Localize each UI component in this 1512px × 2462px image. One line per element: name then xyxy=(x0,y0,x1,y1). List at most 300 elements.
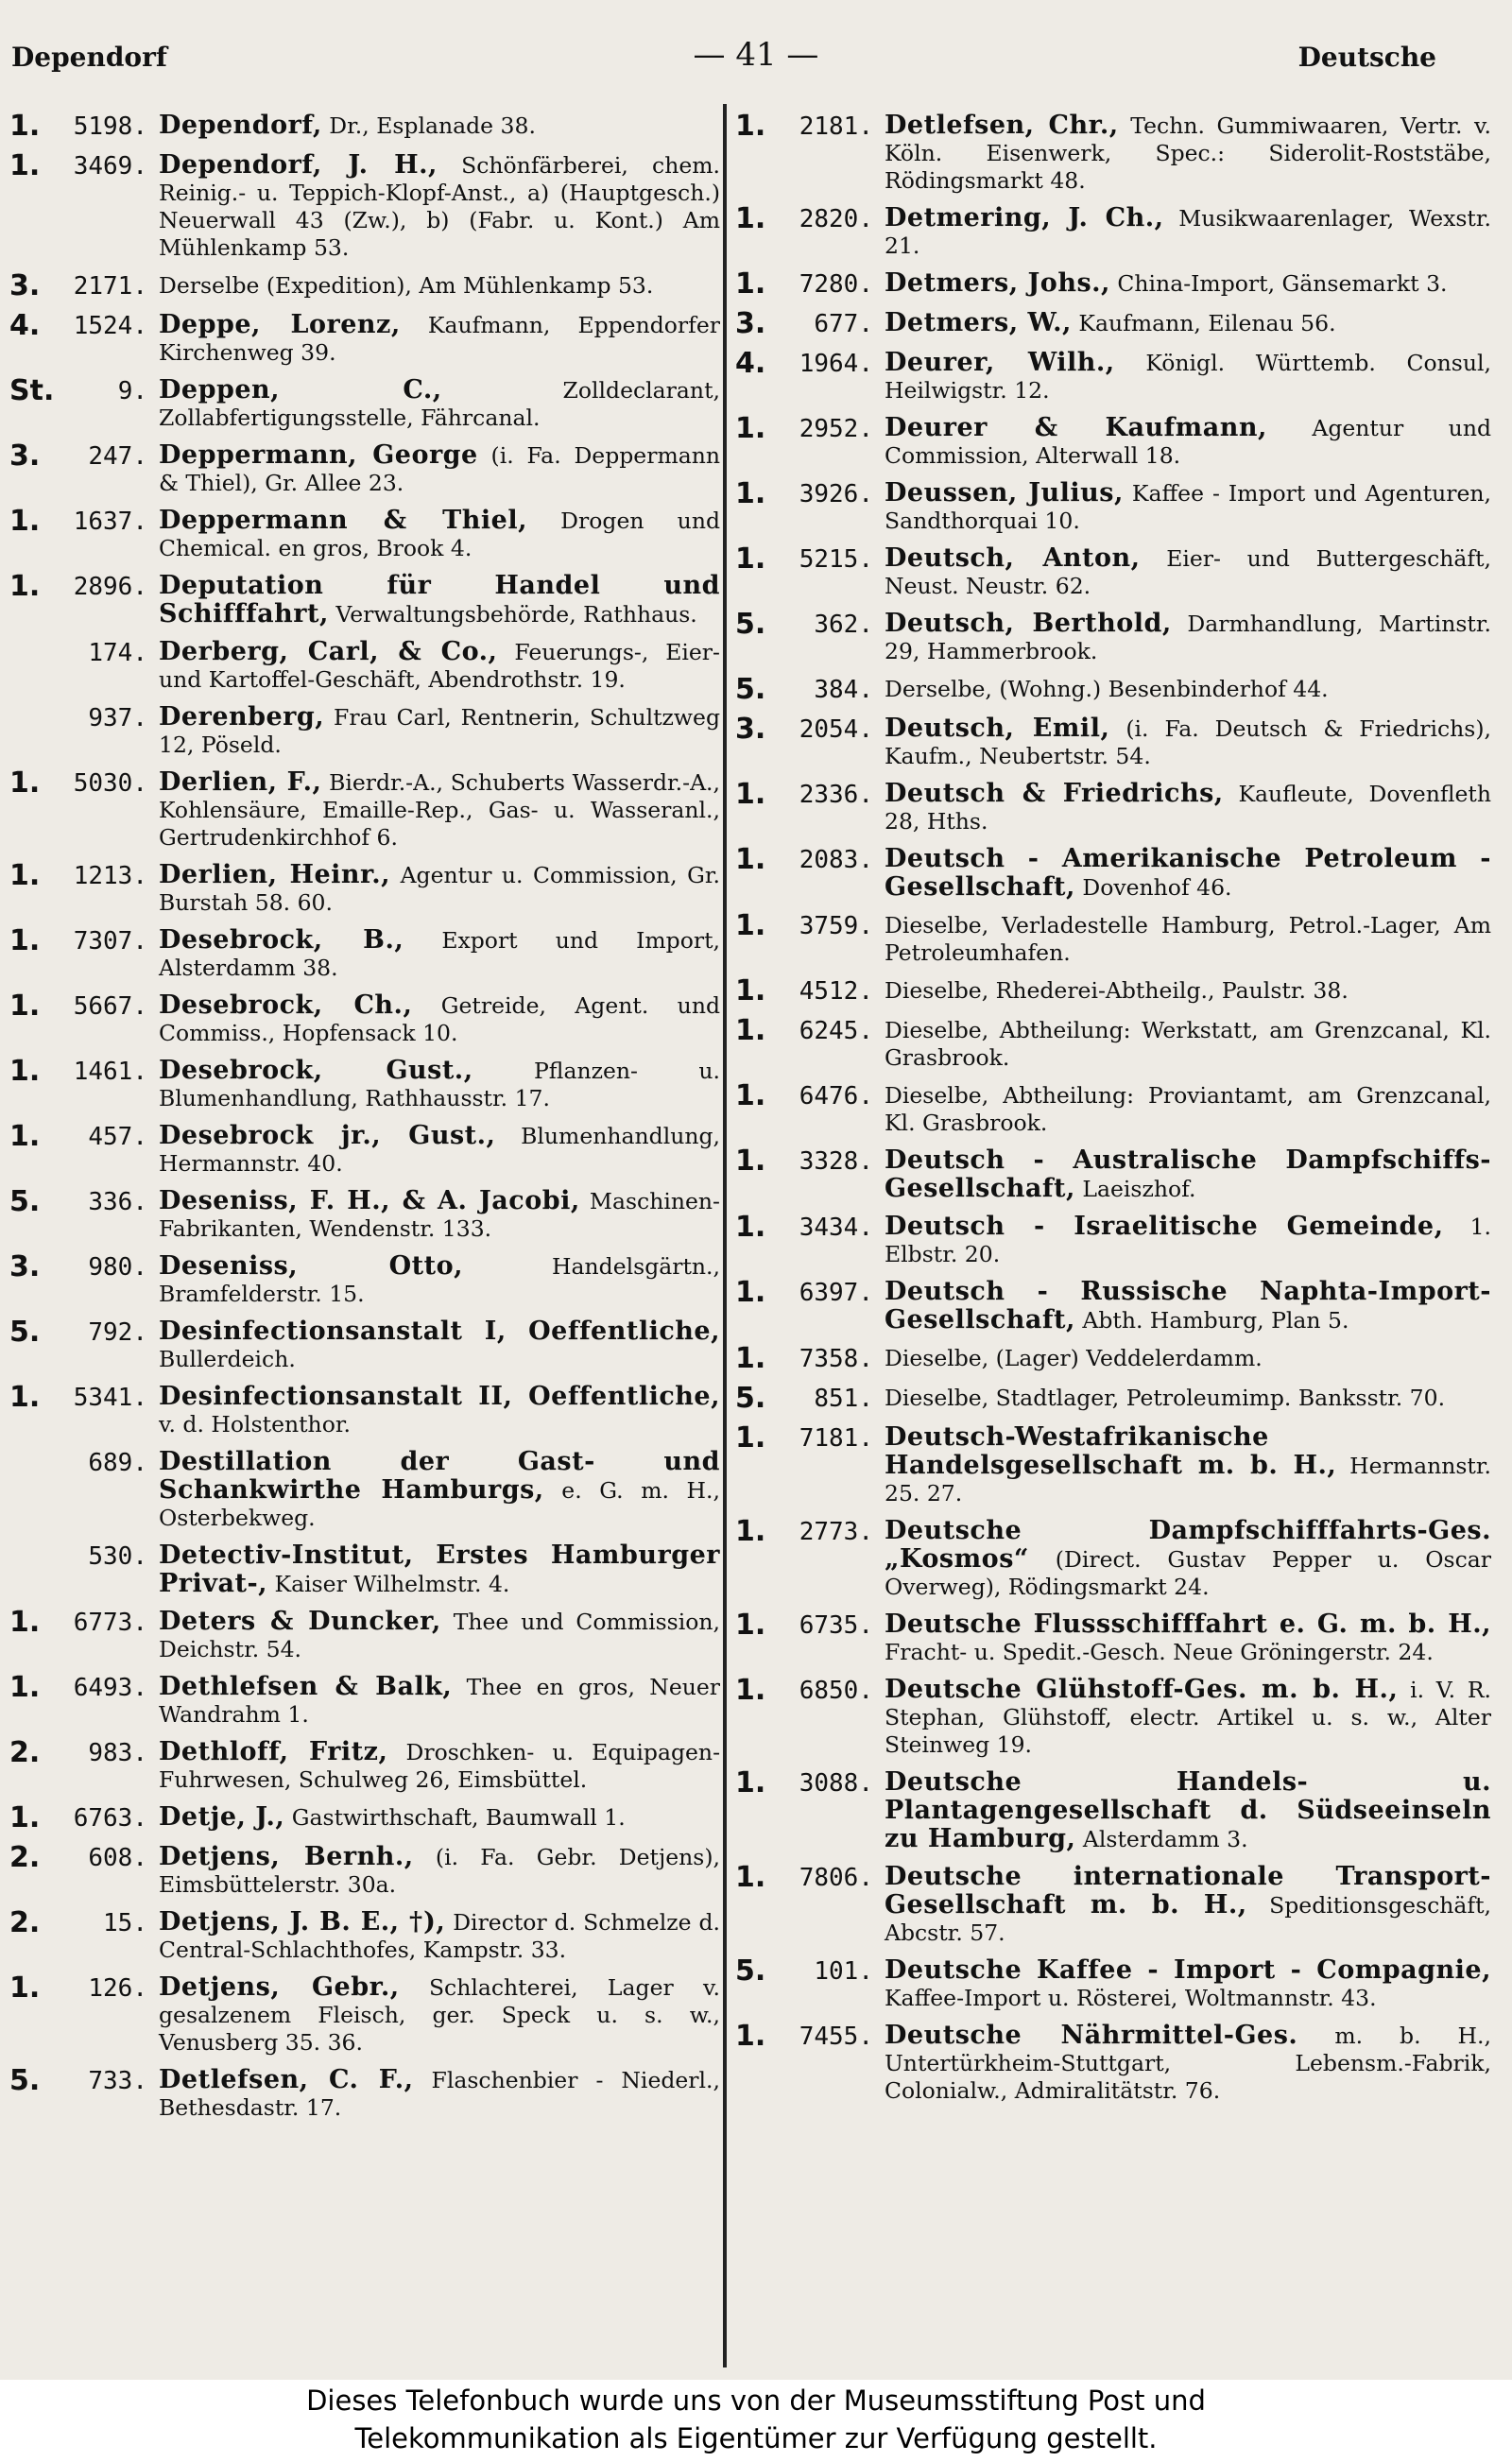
entry-text xyxy=(159,1803,720,1832)
entry-text xyxy=(159,572,720,628)
exchange-code: 1. xyxy=(735,1211,766,1244)
entry-text xyxy=(885,1676,1491,1759)
entry-name: Deutsche Kaffee - Import - Compagnie, xyxy=(885,1955,1491,1985)
entry-text xyxy=(885,780,1491,835)
phone-number: 980. xyxy=(88,1253,147,1282)
entry-details: Handelsgärtn., Bramfelderstr. 15. xyxy=(159,1253,720,1307)
directory-entry xyxy=(9,1608,720,1663)
exchange-code: 1. xyxy=(735,477,766,510)
entry-name: Deutsch - Australische Dampfschiffs-Gesellschaft, xyxy=(885,1145,1491,1203)
entry-details: Pflanzen- u. Blumenhandlung, Rathhausstr. 17. xyxy=(159,1058,720,1111)
directory-entry xyxy=(735,675,1491,705)
entry-details: Kaffee - Import und Agenturen, Sandthorquai 10. xyxy=(885,480,1491,534)
phone-number: 247. xyxy=(88,442,147,471)
entry-text xyxy=(159,311,720,367)
entry-name: Detmers, W., xyxy=(885,308,1072,337)
directory-entry xyxy=(735,1423,1491,1507)
phone-number: 530. xyxy=(88,1542,147,1571)
entry-details: Kaufmann, Eilenau 56. xyxy=(1071,310,1336,336)
directory-entry xyxy=(735,780,1491,835)
entry-details: Export und Import, Alsterdamm 38. xyxy=(159,927,720,981)
entry-details: Thee und Commission, Deichstr. 54. xyxy=(159,1609,720,1662)
exchange-code: 1. xyxy=(9,505,41,538)
exchange-code: 3. xyxy=(735,307,766,340)
page-number: — 41 — xyxy=(693,36,819,74)
entry-name: Detjens, J. B. E., †), xyxy=(159,1907,446,1937)
entry-details: Schlachterei, Lager v. gesalzenem Fleisch, ger. Speck u. s. w., Venusberg 35. 36. xyxy=(159,1974,720,2056)
directory-entry xyxy=(735,911,1491,967)
exchange-code: 1. xyxy=(735,267,766,301)
entry-text xyxy=(159,861,720,917)
entry-details: Abth. Hamburg, Plan 5. xyxy=(1074,1307,1349,1334)
entry-details: e. G. m. H., Osterbekweg. xyxy=(159,1477,720,1531)
entry-name: Dethlefsen & Balk, xyxy=(159,1672,453,1701)
column-divider xyxy=(723,104,727,2367)
exchange-code: 1. xyxy=(9,1971,41,2005)
entry-name: Deutsche Nährmittel-Ges. xyxy=(885,2021,1298,2050)
entry-text xyxy=(885,309,1491,337)
entry-text xyxy=(885,714,1491,770)
entry-name: Deutsche Handels- u. Plantagengesellschaft d. Südseeinseln zu Hamburg, xyxy=(885,1767,1491,1853)
phone-number: 2054. xyxy=(799,715,873,744)
directory-entry xyxy=(9,638,720,694)
exchange-code: 2. xyxy=(9,1906,41,1939)
directory-entry xyxy=(9,507,720,562)
entry-name: Desebrock, Ch., xyxy=(159,990,413,1020)
entry-name: Deutsch & Friedrichs, xyxy=(885,779,1224,808)
exchange-code: 1. xyxy=(9,859,41,892)
entry-details: Drogen und Chemical. en gros, Brook 4. xyxy=(159,508,720,561)
phone-number: 2171. xyxy=(73,272,147,301)
exchange-code: 1. xyxy=(735,202,766,235)
exchange-code: 1. xyxy=(9,990,41,1023)
running-head-right: Deutsche xyxy=(1297,42,1436,73)
entry-text xyxy=(159,1541,720,1598)
footer-notice xyxy=(0,2380,1512,2462)
phone-number: 2952. xyxy=(799,415,873,443)
phone-number: 174. xyxy=(88,639,147,667)
phone-number: 7358. xyxy=(799,1345,873,1373)
entry-details: Getreide, Agent. und Commiss., Hopfensack 10. xyxy=(159,992,720,1046)
entry-name: Deutsch - Amerikanische Petroleum - Gesellschaft, xyxy=(885,844,1491,902)
entry-text xyxy=(159,1252,720,1308)
entry-name: Dethloff, Fritz, xyxy=(159,1737,388,1766)
phone-number: 2336. xyxy=(799,781,873,809)
exchange-code: 5. xyxy=(735,1382,766,1415)
entry-text xyxy=(159,112,720,140)
phone-number: 1213. xyxy=(73,862,147,890)
entry-text xyxy=(159,991,720,1047)
entry-text xyxy=(885,1384,1491,1412)
directory-entry xyxy=(735,1384,1491,1414)
phone-number: 15. xyxy=(103,1909,147,1937)
right-column xyxy=(735,112,1491,2114)
left-column xyxy=(9,112,720,2131)
entry-text xyxy=(885,1146,1491,1203)
directory-entry xyxy=(9,1541,720,1598)
directory-entry xyxy=(735,1344,1491,1374)
directory-entry xyxy=(735,1146,1491,1203)
directory-entry xyxy=(9,151,720,262)
phone-number: 336. xyxy=(88,1188,147,1216)
entry-details: Blumenhandlung, Hermannstr. 40. xyxy=(159,1123,720,1177)
exchange-code: 2. xyxy=(9,1736,41,1769)
phone-number: 2820. xyxy=(799,205,873,233)
directory-entry xyxy=(9,991,720,1047)
exchange-code: 5. xyxy=(9,1185,41,1218)
entry-name: Dependorf, xyxy=(159,111,322,140)
entry-text xyxy=(159,1317,720,1373)
exchange-code: 5. xyxy=(735,673,766,706)
entry-text xyxy=(159,1673,720,1729)
entry-details: Dieselbe, Abtheilung: Proviantamt, am Grenzcanal, Kl. Grasbrook. xyxy=(885,1082,1491,1136)
entry-text xyxy=(159,1738,720,1794)
directory-entry xyxy=(9,1187,720,1243)
entry-name: Deppermann & Thiel, xyxy=(159,506,527,535)
footer-line-1: Dieses Telefonbuch wurde uns von der Museumsstiftung Post und xyxy=(306,2385,1206,2417)
entry-details: Maschinen-Fabrikanten, Wendenstr. 133. xyxy=(159,1188,720,1242)
directory-entry xyxy=(9,1448,720,1532)
exchange-code: 5. xyxy=(735,1954,766,1988)
entry-text xyxy=(885,1517,1491,1601)
phone-number: 2773. xyxy=(799,1518,873,1546)
entry-details: Kaufmann, Eppendorfer Kirchenweg 39. xyxy=(159,312,720,366)
exchange-code: 4. xyxy=(9,309,41,342)
entry-details: Derselbe (Expedition), Am Mühlenkamp 53. xyxy=(159,272,654,299)
directory-entry xyxy=(9,703,720,759)
entry-name: Detjens, Bernh., xyxy=(159,1842,414,1871)
entry-text xyxy=(159,1122,720,1178)
exchange-code: 1. xyxy=(735,2020,766,2053)
entry-details: Thee en gros, Neuer Wandrahm 1. xyxy=(159,1674,721,1728)
directory-entry xyxy=(9,112,720,142)
entry-text xyxy=(885,204,1491,260)
directory-entry xyxy=(9,1803,720,1834)
entry-details: Dovenhof 46. xyxy=(1074,874,1232,901)
directory-entry xyxy=(735,309,1491,339)
exchange-code: 1. xyxy=(735,110,766,143)
entry-details: China-Import, Gänsemarkt 3. xyxy=(1109,270,1448,297)
directory-entry xyxy=(735,845,1491,902)
directory-entry xyxy=(735,2022,1491,2105)
entry-text xyxy=(885,1213,1491,1268)
phone-number: 126. xyxy=(88,1974,147,2003)
exchange-code: 1. xyxy=(735,778,766,811)
entry-details: (i. Fa. Deppermann & Thiel), Gr. Allee 23. xyxy=(159,442,721,496)
entry-text xyxy=(159,2066,720,2122)
directory-entry xyxy=(9,1057,720,1112)
directory-entry xyxy=(735,1610,1491,1666)
directory-entry xyxy=(9,441,720,497)
entry-name: Desinfectionsanstalt II, Oeffentliche, xyxy=(159,1382,720,1411)
entry-details: Agentur u. Commission, Gr. Burstah 58. 60. xyxy=(159,862,720,916)
directory-entry xyxy=(735,112,1491,195)
running-head-left: Dependorf xyxy=(11,42,167,73)
entry-name: Derberg, Carl, & Co., xyxy=(159,637,498,666)
directory-entry xyxy=(735,269,1491,300)
phone-number: 7181. xyxy=(799,1424,873,1453)
exchange-code: 1. xyxy=(735,1609,766,1642)
phone-number: 6763. xyxy=(73,1804,147,1833)
directory-entry xyxy=(735,1863,1491,1947)
phone-number: 3469. xyxy=(73,152,147,181)
entry-details: Darmhandlung, Martinstr. 29, Hammerbrook. xyxy=(885,611,1491,664)
phone-number: 2083. xyxy=(799,846,873,874)
entry-details: Königl. Württemb. Consul, Heilwigstr. 12. xyxy=(885,350,1491,404)
phone-number: 6850. xyxy=(799,1677,873,1705)
exchange-code: 1. xyxy=(735,1421,766,1455)
phone-number: 7280. xyxy=(799,270,873,299)
directory-entry xyxy=(735,479,1491,535)
exchange-code: 3. xyxy=(9,269,41,302)
phone-number: 983. xyxy=(88,1739,147,1767)
entry-text xyxy=(159,376,720,432)
entry-details: Derselbe, (Wohng.) Besenbinderhof 44. xyxy=(885,676,1329,702)
entry-text xyxy=(885,610,1491,665)
phone-number: 733. xyxy=(88,2067,147,2095)
directory-entry xyxy=(9,1973,720,2057)
directory-entry xyxy=(735,414,1491,470)
exchange-code: 1. xyxy=(9,1606,41,1639)
exchange-code: 1. xyxy=(9,766,41,800)
directory-entry xyxy=(9,1383,720,1438)
exchange-code: 1. xyxy=(735,1766,766,1799)
phone-number: 3759. xyxy=(799,912,873,940)
phone-number: 9. xyxy=(117,377,147,405)
entry-details: Flaschenbier - Niederl., Bethesdastr. 17. xyxy=(159,2067,720,2121)
entry-name: Detlefsen, Chr., xyxy=(885,111,1119,140)
entry-text xyxy=(159,271,720,300)
directory-entry xyxy=(735,1016,1491,1072)
entry-details: (Direct. Gustav Pepper u. Oscar Overweg), Rödingsmarkt 24. xyxy=(885,1546,1491,1600)
entry-text xyxy=(885,1016,1491,1072)
entry-details: i. V. R. Stephan, Glühstoff, electr. Artikel u. s. w., Alter Steinweg 19. xyxy=(885,1677,1491,1758)
directory-entry xyxy=(9,1908,720,1964)
phone-number: 1461. xyxy=(73,1058,147,1086)
entry-name: Desebrock jr., Gust., xyxy=(159,1121,496,1150)
entry-details: Director d. Schmelze d. Central-Schlachthofes, Kampstr. 33. xyxy=(159,1909,720,1963)
entry-text xyxy=(885,1344,1491,1372)
entry-text xyxy=(159,507,720,562)
directory-entry xyxy=(9,926,720,982)
entry-name: Derlien, Heinr., xyxy=(159,860,391,889)
entry-name: Detje, J., xyxy=(159,1802,285,1832)
exchange-code: 5. xyxy=(735,608,766,641)
entry-details: m. b. H., Untertürkheim-Stuttgart, Lebensm.-Fabrik, Colonialw., Admiralitätstr. 76. xyxy=(885,2023,1491,2104)
entry-text xyxy=(885,845,1491,902)
entry-text xyxy=(159,1448,720,1532)
phone-number: 3434. xyxy=(799,1214,873,1242)
directory-entry xyxy=(9,311,720,367)
entry-name: Detlefsen, C. F., xyxy=(159,2065,414,2094)
phone-number: 1637. xyxy=(73,508,147,536)
entry-details: Verwaltungsbehörde, Rathhaus. xyxy=(328,601,697,628)
entry-details: Alsterdamm 3. xyxy=(1075,1826,1248,1852)
exchange-code: 1. xyxy=(9,570,41,603)
exchange-code: 5. xyxy=(9,1316,41,1349)
entry-details: Gastwirthschaft, Baumwall 1. xyxy=(284,1804,626,1831)
phone-number: 792. xyxy=(88,1318,147,1347)
entry-details: Fracht- u. Spedit.-Gesch. Neue Gröningerstr. 24. xyxy=(885,1639,1434,1665)
entry-text xyxy=(885,112,1491,195)
entry-details: Dieselbe, Verladestelle Hamburg, Petrol.-Lager, Am Petroleumhafen. xyxy=(885,912,1491,966)
exchange-code: 1. xyxy=(735,843,766,876)
exchange-code: 1. xyxy=(735,1079,766,1112)
phone-number: 5341. xyxy=(73,1384,147,1412)
entry-name: Deseniss, Otto, xyxy=(159,1251,463,1281)
entry-text xyxy=(159,1057,720,1112)
directory-entry xyxy=(9,271,720,301)
entry-details: Dieselbe, Abtheilung: Werkstatt, am Grenzcanal, Kl. Grasbrook. xyxy=(885,1017,1491,1071)
exchange-code: 1. xyxy=(9,1381,41,1414)
directory-entry xyxy=(735,1278,1491,1334)
directory-entry xyxy=(9,1843,720,1899)
exchange-code: 1. xyxy=(9,1055,41,1088)
entry-text xyxy=(885,544,1491,600)
entry-details: Schönfärberei, chem. Reinig.- u. Teppich-Klopf-Anst., a) (Hauptgesch.) Neuerwall 43 (Zw.), b) (Fabr. u. Kont.) Am Mühlenkamp 53. xyxy=(159,152,720,261)
entry-name: Deutsch-Westafrikanische Handelsgesellschaft m. b. H., xyxy=(885,1422,1337,1480)
directory-entry xyxy=(735,714,1491,770)
phone-number: 608. xyxy=(88,1844,147,1872)
entry-text xyxy=(885,414,1491,470)
phone-number: 3926. xyxy=(799,480,873,508)
entry-text xyxy=(159,1187,720,1243)
entry-details: Kaiser Wilhelmstr. 4. xyxy=(267,1571,510,1597)
entry-text xyxy=(885,1956,1491,2012)
entry-details: Laeiszhof. xyxy=(1074,1176,1196,1202)
exchange-code: 1. xyxy=(9,1671,41,1704)
entry-details: Dieselbe, (Lager) Veddelerdamm. xyxy=(885,1345,1263,1371)
exchange-code: 1. xyxy=(735,1276,766,1309)
entry-name: Deters & Duncker, xyxy=(159,1607,441,1636)
entry-text xyxy=(159,1383,720,1438)
entry-text xyxy=(885,911,1491,967)
phone-number: 6245. xyxy=(799,1017,873,1045)
directory-entry xyxy=(735,204,1491,260)
entry-text xyxy=(159,638,720,694)
exchange-code: 1. xyxy=(9,149,41,182)
phone-number: 6476. xyxy=(799,1082,873,1110)
directory-entry xyxy=(735,1081,1491,1137)
phone-number: 5667. xyxy=(73,992,147,1021)
directory-entry xyxy=(735,1213,1491,1268)
entry-name: Deussen, Julius, xyxy=(885,478,1124,508)
phone-number: 101. xyxy=(814,1957,873,1986)
exchange-code: 1. xyxy=(735,1342,766,1375)
exchange-code: 1. xyxy=(9,924,41,957)
exchange-code: St. xyxy=(9,374,55,407)
entry-details: Feuerungs-, Eier- und Kartoffel-Geschäft, Abendrothstr. 19. xyxy=(159,639,720,693)
entry-name: Derlien, F., xyxy=(159,767,322,797)
entry-details: Bierdr.-A., Schuberts Wasserdr.-A., Kohlensäure, Emaille-Rep., Gas- u. Wasseranl., Gertrudenkirchhof 6. xyxy=(159,769,720,851)
entry-text xyxy=(159,1973,720,2057)
entry-name: Deutsche Flussschifffahrt e. G. m. b. H., xyxy=(885,1610,1491,1639)
entry-details: Musikwaarenlager, Wexstr. 21. xyxy=(885,205,1491,259)
entry-name: Detjens, Gebr., xyxy=(159,1972,400,2002)
entry-name: Deutsche Glühstoff-Ges. m. b. H., xyxy=(885,1675,1399,1704)
entry-details: Speditionsgeschäft, Abcstr. 57. xyxy=(885,1892,1491,1946)
entry-text xyxy=(885,479,1491,535)
entry-details: Kaffee-Import u. Rösterei, Woltmannstr. 43. xyxy=(885,1985,1377,2011)
entry-text xyxy=(159,1608,720,1663)
phone-number: 7455. xyxy=(799,2023,873,2051)
entry-text xyxy=(885,976,1491,1005)
phone-number: 689. xyxy=(88,1449,147,1477)
entry-name: Derenberg, xyxy=(159,702,325,732)
exchange-code: 1. xyxy=(735,909,766,942)
entry-name: Detectiv-Institut, Erstes Hamburger Privat-, xyxy=(159,1541,720,1598)
directory-entry xyxy=(735,1676,1491,1759)
exchange-code: 1. xyxy=(735,974,766,1007)
directory-entry xyxy=(9,376,720,432)
phone-number: 384. xyxy=(814,676,873,704)
entry-name: Deppe, Lorenz, xyxy=(159,310,401,339)
entry-text xyxy=(885,1278,1491,1334)
phone-number: 6493. xyxy=(73,1674,147,1702)
entry-text xyxy=(159,926,720,982)
phone-number: 7307. xyxy=(73,927,147,956)
entry-details: v. d. Holstenthor. xyxy=(159,1411,351,1438)
entry-name: Deutsch, Anton, xyxy=(885,543,1141,573)
directory-entry xyxy=(9,1673,720,1729)
exchange-code: 3. xyxy=(9,439,41,473)
entry-text xyxy=(885,349,1491,405)
directory-entry xyxy=(9,572,720,628)
entry-name: Desebrock, B., xyxy=(159,925,404,955)
entry-name: Deutsch, Berthold, xyxy=(885,609,1172,638)
entry-details: 1. Elbstr. 20. xyxy=(885,1214,1491,1267)
entry-name: Deutsch, Emil, xyxy=(885,714,1110,743)
phone-number: 1964. xyxy=(799,350,873,378)
exchange-code: 1. xyxy=(735,1861,766,1894)
entry-text xyxy=(885,675,1491,703)
directory-entry xyxy=(9,1122,720,1178)
entry-details: Agentur und Commission, Alterwall 18. xyxy=(885,415,1491,469)
phone-number: 2181. xyxy=(799,112,873,141)
exchange-code: 1. xyxy=(9,1801,41,1834)
entry-text xyxy=(885,1423,1491,1507)
entry-details: Dieselbe, Rhederei-Abtheilg., Paulstr. 38. xyxy=(885,977,1349,1004)
phone-number: 6397. xyxy=(799,1279,873,1307)
entry-text xyxy=(885,1081,1491,1137)
entry-name: Deurer, Wilh., xyxy=(885,348,1115,377)
entry-details: Dr., Esplanade 38. xyxy=(321,112,536,139)
entry-text xyxy=(159,441,720,497)
directory-entry xyxy=(9,1317,720,1373)
exchange-code: 1. xyxy=(9,110,41,143)
directory-entry xyxy=(735,610,1491,665)
exchange-code: 1. xyxy=(735,1674,766,1707)
exchange-code: 1. xyxy=(735,542,766,576)
entry-details: Kaufleute, Dovenfleth 28, Hths. xyxy=(885,781,1491,835)
entry-name: Desebrock, Gust., xyxy=(159,1056,473,1085)
exchange-code: 2. xyxy=(9,1841,41,1874)
phone-number: 5030. xyxy=(73,769,147,798)
entry-name: Deppermann, George xyxy=(159,440,478,470)
entry-text xyxy=(159,1908,720,1964)
entry-details: Hermannstr. 25. 27. xyxy=(885,1453,1491,1506)
phone-number: 3328. xyxy=(799,1147,873,1176)
phone-number: 457. xyxy=(88,1123,147,1151)
footer-line-2: Telekommunikation als Eigentümer zur Verfügung gestellt. xyxy=(354,2422,1158,2454)
entry-name: Deseniss, F. H., & A. Jacobi, xyxy=(159,1186,580,1215)
entry-details: Frau Carl, Rentnerin, Schultzweg 12, Pöseld. xyxy=(159,704,720,758)
phone-number: 851. xyxy=(814,1385,873,1413)
directory-entry xyxy=(735,976,1491,1007)
entry-name: Destillation der Gast- und Schankwirthe Hamburgs, xyxy=(159,1447,720,1505)
phone-number: 1524. xyxy=(73,312,147,340)
entry-text xyxy=(159,151,720,262)
